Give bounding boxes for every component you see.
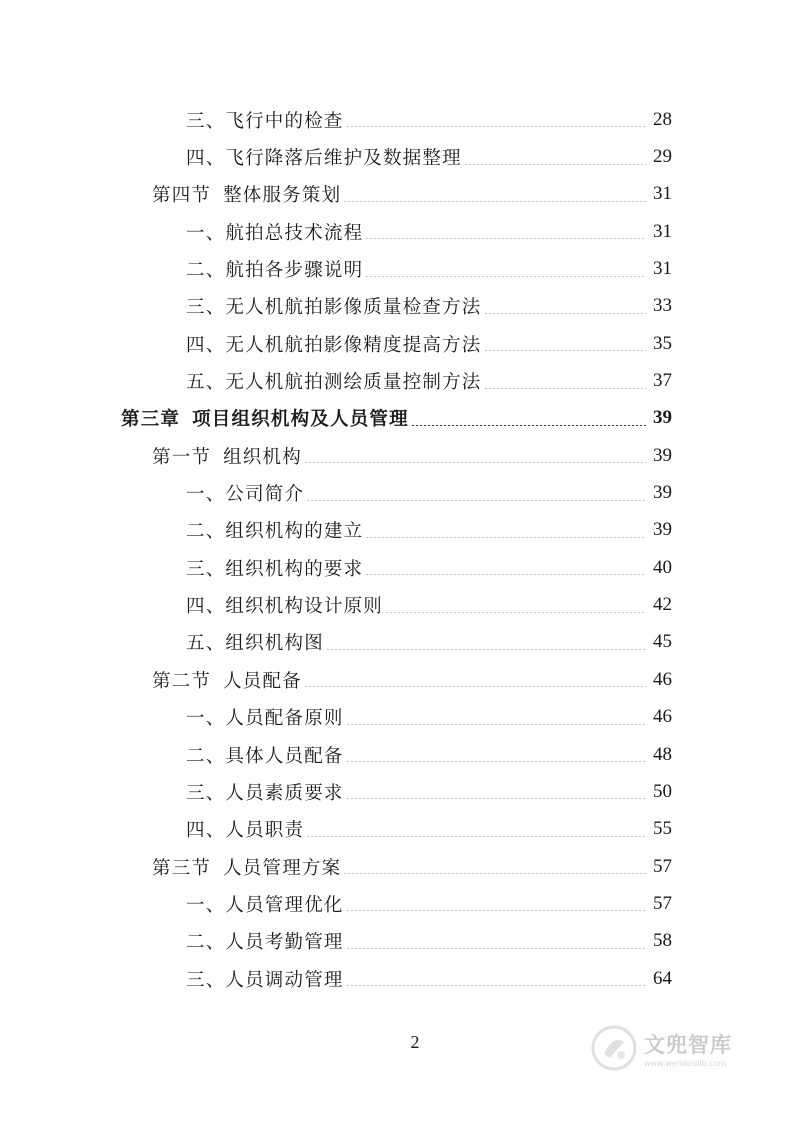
toc-entry-title [186, 368, 482, 394]
toc-entry-page: 31 [653, 183, 672, 205]
toc-entry-title [186, 480, 304, 506]
toc-dot-leader [346, 761, 646, 762]
toc-entry-page: 31 [653, 258, 672, 280]
toc-entry-text: 人员配备 [223, 670, 302, 692]
toc-dot-leader [365, 537, 646, 538]
toc-entry-text: 人员素质要求 [225, 782, 344, 804]
toc-dot-leader [365, 574, 646, 575]
toc-entry-number: 三、 [186, 558, 226, 580]
toc-entry-page: 28 [653, 108, 672, 130]
toc-entry-text: 具体人员配备 [225, 745, 344, 767]
toc-entry[interactable] [0, 400, 793, 437]
toc-entry-page: 57 [653, 855, 672, 877]
toc-entry-number: 一、 [186, 708, 226, 730]
toc-entry-number: 三、 [186, 782, 226, 804]
table-of-contents [0, 101, 793, 997]
toc-entry-page: 39 [653, 444, 672, 466]
toc-entry[interactable] [0, 661, 793, 698]
toc-entry-page: 58 [653, 930, 672, 952]
toc-entry[interactable] [0, 624, 793, 661]
toc-entry[interactable] [0, 176, 793, 213]
toc-dot-leader [365, 276, 646, 277]
toc-entry-page: 45 [653, 631, 672, 653]
toc-dot-leader [365, 238, 646, 239]
toc-dot-leader [484, 313, 646, 314]
toc-dot-leader [304, 686, 646, 687]
toc-entry-number: 第一节 [152, 446, 212, 468]
watermark-url: www.wendoulib.com [644, 1058, 727, 1068]
page-number: 2 [410, 1032, 420, 1052]
toc-entry-page: 39 [653, 407, 672, 429]
toc-entry-number: 四、 [186, 820, 226, 842]
toc-entry-number: 三、 [186, 297, 226, 319]
toc-entry-page: 29 [653, 146, 672, 168]
toc-entry-number: 二、 [186, 521, 226, 543]
toc-entry-title [186, 704, 344, 730]
toc-entry-title [121, 405, 409, 431]
toc-entry-number: 三、 [186, 969, 226, 991]
toc-entry-page: 42 [653, 594, 672, 616]
toc-entry-title [152, 667, 302, 693]
toc-dot-leader [306, 836, 646, 837]
toc-entry-page: 48 [653, 743, 672, 765]
toc-entry-number: 一、 [186, 484, 226, 506]
toc-entry-title [152, 443, 302, 469]
toc-dot-leader [304, 462, 646, 463]
toc-entry-page: 46 [653, 706, 672, 728]
toc-dot-leader [346, 126, 646, 127]
toc-dot-leader [411, 425, 646, 426]
toc-entry-page: 64 [653, 967, 672, 989]
toc-entry[interactable] [0, 213, 793, 250]
toc-entry-text: 组织机构设计原则 [225, 596, 384, 618]
toc-entry[interactable] [0, 923, 793, 960]
toc-entry-text: 航拍总技术流程 [225, 222, 364, 244]
toc-entry-number: 第四节 [152, 185, 212, 207]
toc-entry-text: 人员考勤管理 [225, 932, 344, 954]
toc-entry[interactable] [0, 736, 793, 773]
toc-entry-number: 第三章 [121, 409, 181, 431]
toc-entry[interactable] [0, 512, 793, 549]
toc-entry-text: 飞行降落后维护及数据整理 [225, 148, 462, 170]
toc-entry-title [186, 293, 482, 319]
toc-entry-page: 46 [653, 668, 672, 690]
toc-dot-leader [346, 724, 646, 725]
toc-dot-leader [326, 649, 646, 650]
toc-entry-text: 项目组织机构及人员管理 [192, 409, 409, 431]
toc-entry-page: 39 [653, 519, 672, 541]
toc-dot-leader [385, 612, 646, 613]
watermark-name: 文兜智库 [644, 1032, 732, 1057]
toc-entry-text: 人员配备原则 [225, 708, 344, 730]
toc-entry-number: 四、 [186, 148, 226, 170]
toc-entry-text: 人员管理优化 [225, 894, 344, 916]
toc-entry-title [186, 107, 344, 133]
toc-entry-page: 33 [653, 295, 672, 317]
toc-entry[interactable] [0, 437, 793, 474]
toc-entry[interactable] [0, 250, 793, 287]
toc-entry[interactable] [0, 101, 793, 138]
toc-dot-leader [484, 350, 646, 351]
toc-entry-text: 无人机航拍测绘质量控制方法 [225, 372, 482, 394]
toc-dot-leader [346, 985, 646, 986]
toc-entry-title [186, 256, 363, 282]
toc-entry[interactable] [0, 699, 793, 736]
toc-entry-title [186, 742, 344, 768]
toc-entry-page: 57 [653, 892, 672, 914]
toc-entry[interactable] [0, 885, 793, 922]
toc-entry-number: 第三节 [152, 857, 212, 879]
toc-entry-page: 31 [653, 220, 672, 242]
toc-dot-leader [346, 910, 646, 911]
toc-entry-text: 飞行中的检查 [225, 110, 344, 132]
toc-entry-title [186, 219, 363, 245]
toc-entry[interactable] [0, 325, 793, 362]
toc-entry-title [186, 779, 344, 805]
toc-entry[interactable] [0, 138, 793, 175]
toc-entry-title [186, 144, 462, 170]
toc-entry-number: 五、 [186, 633, 226, 655]
toc-dot-leader [306, 500, 646, 501]
toc-entry[interactable] [0, 586, 793, 623]
toc-entry[interactable] [0, 811, 793, 848]
toc-entry-number: 五、 [186, 372, 226, 394]
toc-entry-title [186, 592, 383, 618]
toc-entry-number: 二、 [186, 932, 226, 954]
toc-entry[interactable] [0, 960, 793, 997]
toc-entry-page: 40 [653, 556, 672, 578]
toc-entry-text: 人员职责 [225, 820, 305, 842]
toc-entry[interactable] [0, 773, 793, 810]
toc-dot-leader [464, 164, 646, 165]
toc-entry-text: 组织机构 [223, 446, 302, 468]
toc-entry-title [186, 928, 344, 954]
toc-entry-text: 航拍各步骤说明 [225, 260, 364, 282]
toc-entry-number: 四、 [186, 596, 226, 618]
toc-entry-page: 50 [653, 780, 672, 802]
toc-entry-title [152, 181, 341, 207]
toc-entry-title [186, 629, 324, 655]
toc-entry[interactable] [0, 474, 793, 511]
toc-entry-page: 39 [653, 482, 672, 504]
toc-entry-text: 组织机构图 [225, 633, 324, 655]
toc-entry[interactable] [0, 549, 793, 586]
toc-dot-leader [343, 873, 646, 874]
toc-entry-text: 人员调动管理 [225, 969, 344, 991]
toc-entry-number: 四、 [186, 334, 226, 356]
toc-entry-number: 一、 [186, 894, 226, 916]
toc-entry-title [186, 517, 363, 543]
toc-entry[interactable] [0, 362, 793, 399]
toc-entry-text: 组织机构的建立 [225, 521, 364, 543]
toc-dot-leader [346, 948, 646, 949]
toc-dot-leader [484, 388, 646, 389]
toc-entry-number: 二、 [186, 745, 226, 767]
watermark-logo-icon [590, 1024, 638, 1072]
toc-dot-leader [346, 798, 646, 799]
toc-entry-text: 组织机构的要求 [225, 558, 364, 580]
toc-entry-text: 人员管理方案 [223, 857, 342, 879]
toc-dot-leader [343, 201, 646, 202]
toc-entry[interactable] [0, 848, 793, 885]
watermark [590, 1022, 770, 1074]
toc-entry-number: 一、 [186, 222, 226, 244]
toc-entry-title [186, 966, 344, 992]
toc-entry-title [186, 555, 363, 581]
toc-entry[interactable] [0, 288, 793, 325]
toc-entry-text: 公司简介 [225, 484, 305, 506]
toc-entry-page: 55 [653, 818, 672, 840]
toc-entry-text: 无人机航拍影像质量检查方法 [225, 297, 482, 319]
toc-entry-text: 整体服务策划 [223, 185, 342, 207]
toc-entry-number: 三、 [186, 110, 226, 132]
toc-entry-title [186, 816, 304, 842]
toc-entry-number: 第二节 [152, 670, 212, 692]
toc-entry-number: 二、 [186, 260, 226, 282]
toc-entry-title [152, 854, 341, 880]
toc-entry-text: 无人机航拍影像精度提高方法 [225, 334, 482, 356]
toc-entry-page: 37 [653, 370, 672, 392]
toc-entry-page: 35 [653, 332, 672, 354]
toc-entry-title [186, 891, 344, 917]
toc-entry-title [186, 331, 482, 357]
